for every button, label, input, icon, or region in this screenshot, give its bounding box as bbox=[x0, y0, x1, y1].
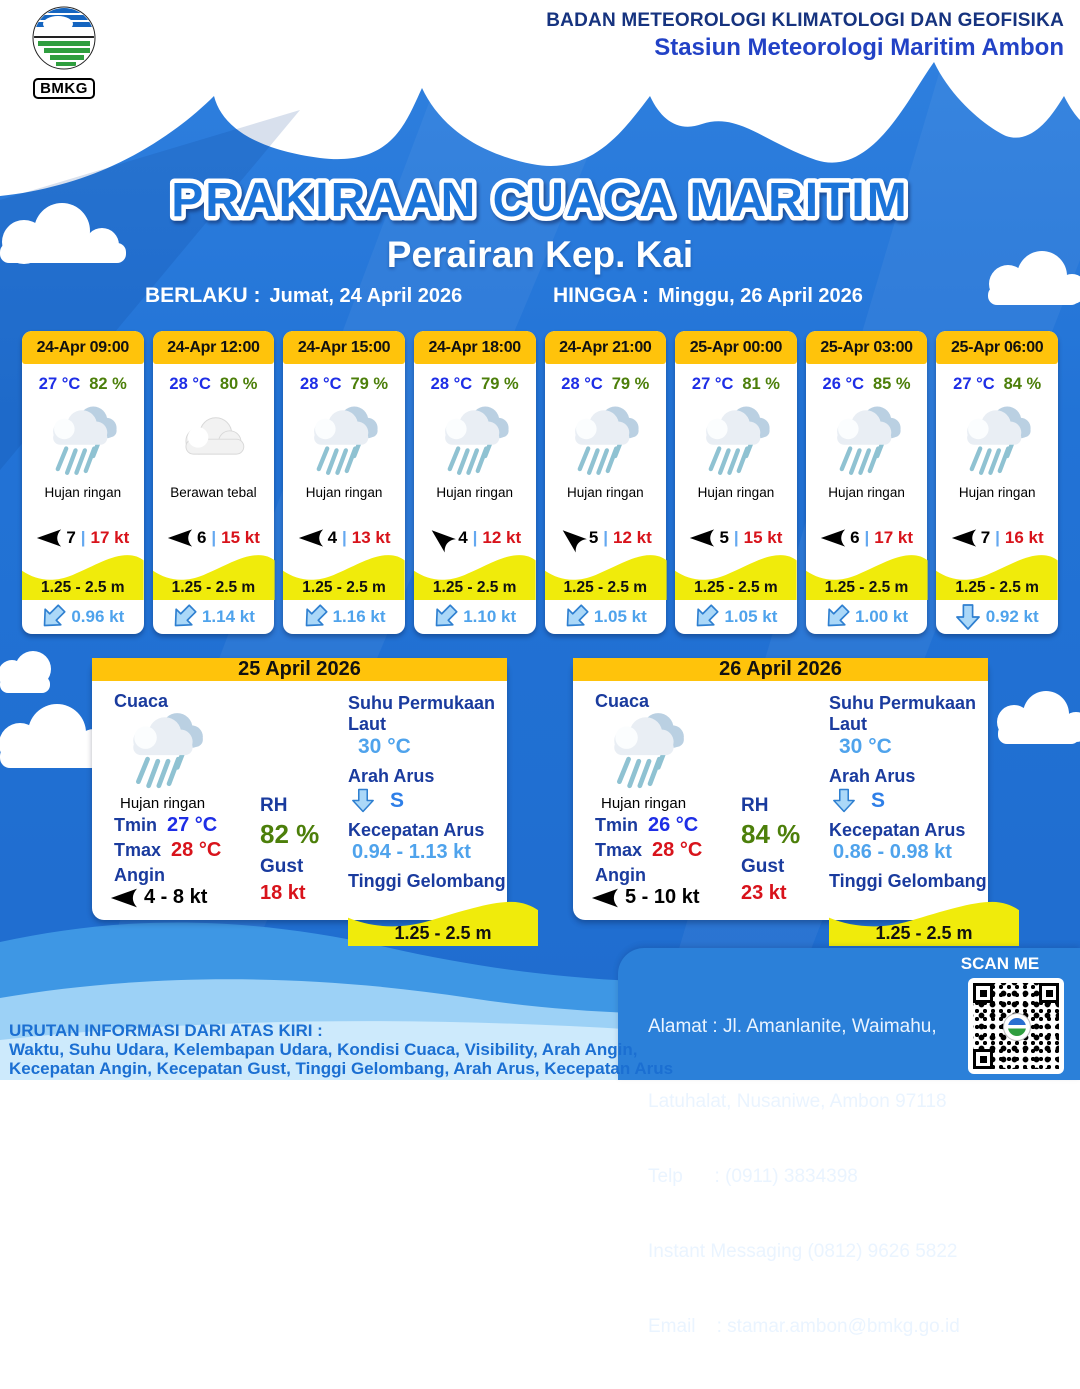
temp-humidity-row bbox=[675, 364, 797, 399]
wave-height-band bbox=[675, 552, 797, 600]
divider: | bbox=[995, 528, 1000, 547]
gust-label: Gust bbox=[260, 856, 304, 877]
qr-finder-icon bbox=[1039, 983, 1059, 1003]
humidity: 81 % bbox=[742, 374, 780, 393]
current-speed-value: 0.86 - 0.98 kt bbox=[833, 841, 952, 863]
rain-cloud-icon bbox=[825, 401, 909, 483]
bmkg-logo-icon bbox=[32, 6, 96, 70]
wind-range: 4 - 8 kt bbox=[144, 886, 208, 908]
air-temperature: 27 °C bbox=[38, 374, 81, 393]
current-speed-value: 0.94 - 1.13 kt bbox=[352, 841, 471, 863]
rain-cloud-icon bbox=[955, 401, 1039, 483]
air-temperature: 27 °C bbox=[691, 374, 734, 393]
wave-height-label: Tinggi Gelombang bbox=[829, 871, 987, 891]
divider: | bbox=[80, 528, 86, 547]
gust-value: 23 kt bbox=[741, 882, 787, 904]
current-speed: 1.05 kt bbox=[593, 607, 647, 626]
humidity: 85 % bbox=[872, 374, 911, 393]
air-temperature: 28 °C bbox=[561, 374, 603, 393]
weather-description: Hujan ringan bbox=[601, 795, 687, 812]
current-direction-value: S bbox=[390, 788, 405, 812]
current-speed: 1.10 kt bbox=[463, 607, 517, 626]
forecast-time: 24-Apr 15:00 bbox=[283, 331, 405, 364]
divider: | bbox=[733, 528, 739, 547]
rain-cloud-icon bbox=[302, 401, 386, 483]
temp-humidity-row bbox=[545, 364, 667, 399]
wind-row bbox=[806, 524, 928, 552]
current-direction-icon bbox=[36, 599, 71, 634]
bmkg-logo bbox=[18, 6, 110, 99]
air-temperature: 28 °C bbox=[169, 374, 211, 393]
current-row bbox=[414, 600, 536, 634]
daily-date: 26 April 2026 bbox=[573, 658, 988, 681]
rain-cloud-icon bbox=[563, 401, 647, 483]
weather-label: Cuaca bbox=[595, 691, 650, 711]
valid-from bbox=[145, 284, 462, 308]
wave-height-band bbox=[22, 552, 144, 600]
hourly-forecast-card bbox=[936, 331, 1058, 634]
valid-to-value: Minggu, 26 April 2026 bbox=[658, 285, 863, 307]
rh-label: RH bbox=[260, 795, 288, 816]
weather-icon bbox=[806, 399, 928, 485]
current-direction-icon bbox=[166, 599, 201, 634]
wave-height-label: Tinggi Gelombang bbox=[348, 871, 506, 891]
weather-icon bbox=[675, 399, 797, 485]
current-speed-label: Kecepatan Arus bbox=[829, 820, 966, 840]
wind-direction-icon bbox=[36, 528, 62, 548]
weather-description: Hujan ringan bbox=[120, 795, 206, 812]
qr-pattern bbox=[973, 983, 1059, 1069]
current-speed: 1.16 kt bbox=[332, 607, 386, 626]
current-row bbox=[283, 600, 405, 634]
rain-cloud-icon bbox=[41, 401, 125, 483]
wave-height-band bbox=[414, 552, 536, 600]
qr-finder-icon bbox=[973, 1049, 993, 1069]
wave-height-band bbox=[348, 896, 538, 946]
weather-description: Hujan ringan bbox=[44, 485, 122, 500]
rh-label: RH bbox=[741, 795, 769, 816]
temp-humidity-row bbox=[806, 364, 928, 399]
contact-address-1: Alamat : Jl. Amanlanite, Waimahu, bbox=[648, 1016, 937, 1037]
weather-icon bbox=[116, 708, 260, 801]
rain-cloud-icon bbox=[116, 708, 216, 796]
daily-forecast-card bbox=[92, 658, 507, 943]
wave-height: 1.25 - 2.5 m bbox=[563, 579, 648, 596]
valid-from-value: Jumat, 24 April 2026 bbox=[269, 285, 463, 307]
contact-im: Instant Messaging (0812) 9626 5822 bbox=[648, 1241, 958, 1262]
wind-direction-icon bbox=[820, 528, 846, 548]
weather-description: Hujan ringan bbox=[697, 485, 775, 500]
weather-description: Berawan tebal bbox=[170, 485, 257, 500]
qr-finder-icon bbox=[973, 983, 993, 1003]
wind-direction-icon bbox=[591, 887, 619, 909]
visibility-value: 5 bbox=[588, 528, 599, 547]
visibility-value: 4 bbox=[327, 528, 338, 547]
legend-line-1: Waktu, Suhu Udara, Kelembapan Udara, Kondisi Cuaca, Visibility, Arah Angin, bbox=[9, 1040, 638, 1059]
wind-row bbox=[545, 524, 667, 552]
wind-speed: 17 kt bbox=[90, 528, 130, 547]
wind-direction-icon bbox=[298, 528, 324, 548]
daily-date: 25 April 2026 bbox=[92, 658, 507, 681]
current-direction-label: Arah Arus bbox=[348, 766, 435, 786]
current-row bbox=[806, 600, 928, 634]
hourly-forecast-card bbox=[153, 331, 275, 634]
current-row bbox=[22, 600, 144, 634]
hourly-forecast-card bbox=[414, 331, 536, 634]
daily-row bbox=[0, 658, 1080, 943]
wind-row bbox=[675, 524, 797, 552]
title-block bbox=[0, 166, 1080, 237]
sst-label: Suhu Permukaan Laut bbox=[829, 693, 977, 734]
org-name: BADAN METEOROLOGI KLIMATOLOGI DAN GEOFISIKA bbox=[546, 10, 1064, 31]
wave-height-band bbox=[153, 552, 275, 600]
wind-speed: 13 kt bbox=[351, 528, 391, 547]
wind-label: Angin bbox=[595, 865, 646, 885]
tmin-value: 27 °C bbox=[167, 814, 218, 836]
weather-description: Hujan ringan bbox=[567, 485, 644, 500]
tmax-label: Tmax bbox=[595, 840, 643, 860]
weather-icon bbox=[153, 399, 275, 485]
weather-description: Hujan ringan bbox=[958, 485, 1036, 500]
visibility-value: 7 bbox=[66, 528, 76, 547]
wind-row bbox=[283, 524, 405, 552]
rain-cloud-icon bbox=[597, 708, 697, 796]
legend-block bbox=[9, 1021, 673, 1078]
current-direction-icon bbox=[956, 604, 980, 630]
qr-center-logo-icon bbox=[1003, 1013, 1031, 1041]
current-speed: 0.96 kt bbox=[71, 607, 125, 626]
current-speed: 1.05 kt bbox=[724, 607, 778, 626]
visibility-value: 7 bbox=[980, 528, 991, 547]
current-direction-icon bbox=[352, 788, 374, 813]
current-row bbox=[936, 600, 1058, 634]
forecast-time: 24-Apr 18:00 bbox=[414, 331, 536, 364]
wind-speed: 17 kt bbox=[874, 528, 914, 547]
weather-description: Hujan ringan bbox=[305, 485, 383, 500]
qr-code bbox=[968, 978, 1064, 1074]
wind-direction-icon bbox=[689, 528, 715, 548]
temp-humidity-row bbox=[153, 364, 275, 399]
bmkg-logo-text: BMKG bbox=[33, 78, 95, 99]
sst-label: Suhu Permukaan Laut bbox=[348, 693, 496, 734]
current-direction-value: S bbox=[871, 788, 886, 812]
wind-row bbox=[936, 524, 1058, 552]
divider: | bbox=[211, 528, 217, 547]
wind-row bbox=[414, 524, 536, 552]
wind-direction-icon bbox=[110, 887, 138, 909]
rh-value: 84 % bbox=[741, 819, 801, 849]
humidity: 79 % bbox=[611, 374, 650, 393]
weather-icon bbox=[414, 399, 536, 485]
current-direction-icon bbox=[428, 599, 463, 634]
air-temperature: 28 °C bbox=[430, 374, 473, 393]
current-row bbox=[153, 600, 275, 634]
current-direction-icon bbox=[689, 599, 724, 634]
sst-value: 30 °C bbox=[839, 735, 892, 758]
wave-height-band bbox=[545, 552, 667, 600]
scan-me-label: SCAN ME bbox=[960, 954, 1040, 973]
wind-direction-icon bbox=[425, 522, 458, 554]
current-speed: 1.14 kt bbox=[201, 607, 255, 626]
wave-height: 1.25 - 2.5 m bbox=[694, 579, 778, 596]
wave-height-value: 1.25 - 2.5 m bbox=[875, 923, 973, 943]
wind-direction-icon bbox=[951, 528, 977, 548]
divider: | bbox=[864, 528, 870, 547]
visibility-value: 6 bbox=[850, 528, 860, 547]
divider: | bbox=[472, 528, 478, 547]
weather-icon bbox=[283, 399, 405, 485]
wind-speed: 12 kt bbox=[613, 528, 652, 547]
temp-humidity-row bbox=[283, 364, 405, 399]
wave-height: 1.25 - 2.5 m bbox=[824, 579, 909, 596]
weather-description: Hujan ringan bbox=[436, 485, 513, 500]
wave-height-band bbox=[936, 552, 1058, 600]
divider: | bbox=[342, 528, 347, 547]
sst-value: 30 °C bbox=[358, 735, 411, 758]
cloud-icon bbox=[171, 401, 255, 483]
humidity: 82 % bbox=[89, 374, 127, 393]
current-direction-icon bbox=[558, 599, 593, 634]
tmax-value: 28 °C bbox=[171, 839, 222, 861]
forecast-time: 24-Apr 21:00 bbox=[545, 331, 667, 364]
station-name: Stasiun Meteorologi Maritim Ambon bbox=[654, 34, 1064, 61]
hourly-forecast-card bbox=[22, 331, 144, 634]
area-title: Perairan Kep. Kai bbox=[386, 234, 694, 275]
rh-value: 82 % bbox=[260, 819, 320, 849]
page-title: PRAKIRAAN CUACA MARITIM bbox=[171, 174, 909, 227]
weather-icon bbox=[545, 399, 667, 485]
visibility-value: 4 bbox=[458, 528, 468, 547]
wind-row bbox=[153, 524, 275, 552]
current-row bbox=[675, 600, 797, 634]
current-direction-icon bbox=[819, 599, 854, 634]
visibility-value: 6 bbox=[196, 528, 207, 547]
validity-row bbox=[0, 284, 1080, 314]
wind-row bbox=[22, 524, 144, 552]
wave-height: 1.25 - 2.5 m bbox=[955, 579, 1039, 596]
wind-direction-icon bbox=[555, 522, 588, 554]
contact-panel bbox=[618, 948, 1080, 1337]
rain-cloud-icon bbox=[433, 401, 517, 483]
tmin-label: Tmin bbox=[114, 815, 157, 835]
air-temperature: 28 °C bbox=[300, 374, 342, 393]
weather-description: Hujan ringan bbox=[828, 485, 905, 500]
tmin-label: Tmin bbox=[595, 815, 638, 835]
current-direction-icon bbox=[297, 599, 332, 634]
current-direction-label: Arah Arus bbox=[829, 766, 916, 786]
valid-to-label: HINGGA : bbox=[553, 284, 650, 307]
gust-label: Gust bbox=[741, 856, 785, 877]
wave-height: 1.25 - 2.5 m bbox=[171, 579, 256, 596]
forecast-time: 25-Apr 03:00 bbox=[806, 331, 928, 364]
rain-cloud-icon bbox=[694, 401, 778, 483]
forecast-time: 24-Apr 12:00 bbox=[153, 331, 275, 364]
wave-height-band bbox=[829, 896, 1019, 946]
contact-phone: Telp : (0911) 3834398 bbox=[648, 1166, 858, 1187]
daily-forecast-card bbox=[573, 658, 988, 943]
wave-height-band bbox=[283, 552, 405, 600]
tmin-value: 26 °C bbox=[648, 814, 699, 836]
hourly-forecast-card bbox=[545, 331, 667, 634]
contact-address-2: Latuhalat, Nusaniwe, Ambon 97118 bbox=[648, 1091, 947, 1112]
hourly-forecast-card bbox=[283, 331, 405, 634]
temp-humidity-row bbox=[22, 364, 144, 399]
wave-height: 1.25 - 2.5 m bbox=[41, 579, 125, 596]
temp-humidity-row bbox=[936, 364, 1058, 399]
contact-info bbox=[648, 964, 960, 1389]
forecast-time: 25-Apr 00:00 bbox=[675, 331, 797, 364]
contact-email: Email : stamar.ambon@bmkg.go.id bbox=[648, 1316, 960, 1337]
valid-to bbox=[553, 284, 863, 308]
wind-range: 5 - 10 kt bbox=[625, 886, 700, 908]
humidity: 79 % bbox=[481, 374, 519, 393]
main-title-art bbox=[0, 166, 1080, 232]
visibility-value: 5 bbox=[719, 528, 729, 547]
weather-icon bbox=[22, 399, 144, 485]
divider: | bbox=[603, 528, 609, 547]
valid-from-label: BERLAKU : bbox=[145, 284, 261, 307]
current-row bbox=[545, 600, 667, 634]
wind-direction-icon bbox=[167, 528, 193, 548]
weather-label: Cuaca bbox=[114, 691, 169, 711]
org-header bbox=[546, 10, 1064, 62]
wave-height-value: 1.25 - 2.5 m bbox=[394, 923, 492, 943]
tmax-label: Tmax bbox=[114, 840, 162, 860]
humidity: 84 % bbox=[1003, 374, 1042, 393]
wind-speed: 12 kt bbox=[482, 528, 522, 547]
wind-label: Angin bbox=[114, 865, 165, 885]
wind-speed: 15 kt bbox=[221, 528, 260, 547]
air-temperature: 26 °C bbox=[822, 374, 864, 393]
current-direction-icon bbox=[833, 788, 855, 813]
humidity: 80 % bbox=[219, 374, 258, 393]
forecast-time: 25-Apr 06:00 bbox=[936, 331, 1058, 364]
hourly-row bbox=[22, 331, 1058, 634]
wave-height: 1.25 - 2.5 m bbox=[432, 579, 517, 596]
hourly-forecast-card bbox=[675, 331, 797, 634]
air-temperature: 27 °C bbox=[953, 374, 995, 393]
legend-line-2: Kecepatan Angin, Kecepatan Gust, Tinggi Gelombang, Arah Arus, Kecepatan Arus bbox=[9, 1059, 674, 1078]
weather-icon bbox=[597, 708, 741, 801]
temp-humidity-row bbox=[414, 364, 536, 399]
hourly-forecast-card bbox=[806, 331, 928, 634]
tmax-value: 28 °C bbox=[652, 839, 703, 861]
current-speed-label: Kecepatan Arus bbox=[348, 820, 485, 840]
wave-height-band bbox=[806, 552, 928, 600]
wind-speed: 15 kt bbox=[743, 528, 783, 547]
wind-speed: 16 kt bbox=[1004, 528, 1044, 547]
gust-value: 18 kt bbox=[260, 882, 306, 904]
legend-title: URUTAN INFORMASI DARI ATAS KIRI : bbox=[9, 1021, 323, 1040]
current-speed: 0.92 kt bbox=[985, 607, 1039, 626]
forecast-time: 24-Apr 09:00 bbox=[22, 331, 144, 364]
current-speed: 1.00 kt bbox=[855, 607, 909, 626]
wave-height: 1.25 - 2.5 m bbox=[302, 579, 386, 596]
weather-icon bbox=[936, 399, 1058, 485]
humidity: 79 % bbox=[350, 374, 389, 393]
